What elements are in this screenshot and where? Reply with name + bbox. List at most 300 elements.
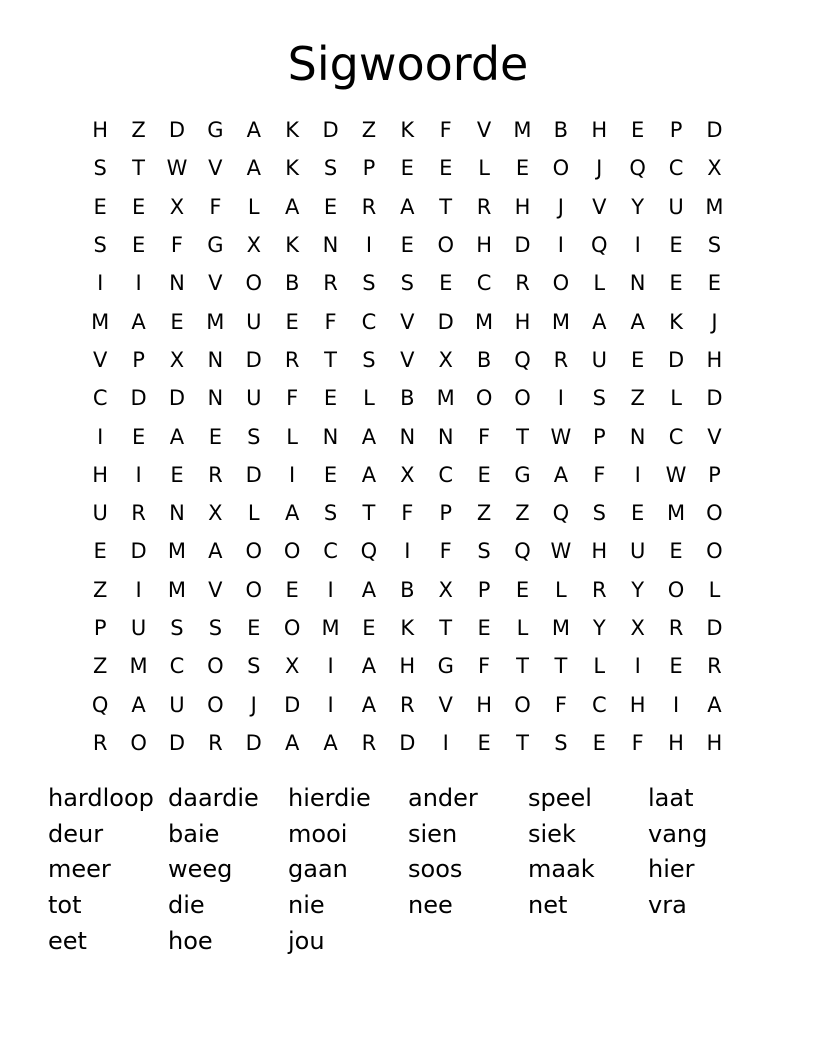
grid-cell: O xyxy=(245,271,263,296)
grid-cell: I xyxy=(557,386,564,411)
grid-cell: X xyxy=(246,233,261,258)
grid-cell: R xyxy=(361,730,377,755)
grid-cell: Y xyxy=(631,194,645,219)
grid-cell: I xyxy=(327,577,334,602)
grid-cell: E xyxy=(208,424,222,449)
grid-cell: M xyxy=(129,654,148,679)
grid-cell: E xyxy=(515,577,530,602)
grid-cell: R xyxy=(707,654,722,679)
grid-cell: E xyxy=(477,616,491,640)
grid-cell: S xyxy=(362,347,376,372)
grid-row xyxy=(81,417,735,455)
grid-row xyxy=(81,494,735,532)
grid-cell: J xyxy=(596,156,603,181)
word-list-item: soos xyxy=(408,855,463,884)
grid-cell: M xyxy=(705,194,724,219)
grid-cell: D xyxy=(168,118,186,143)
grid-cell: O xyxy=(437,233,454,258)
grid-cell: A xyxy=(400,194,415,219)
grid-cell: V xyxy=(707,424,722,449)
word-list-item: laat xyxy=(648,784,694,812)
grid-cell: X xyxy=(169,194,185,219)
grid-cell: D xyxy=(168,730,186,755)
grid-cell: N xyxy=(169,271,185,296)
grid-cell: B xyxy=(400,386,415,411)
grid-cell: T xyxy=(516,424,529,449)
grid-cell: S xyxy=(247,424,261,449)
grid-cell: H xyxy=(92,118,109,143)
grid-cell: P xyxy=(439,501,453,526)
grid-cell: I xyxy=(135,271,142,296)
grid-cell: R xyxy=(400,692,415,717)
grid-cell: T xyxy=(554,654,568,679)
grid-cell: P xyxy=(93,616,107,640)
grid-cell: O xyxy=(667,577,685,602)
grid-cell: E xyxy=(323,386,338,411)
grid-cell: F xyxy=(478,654,491,679)
grid-cell: M xyxy=(551,616,570,640)
grid-cell: Q xyxy=(629,156,646,181)
grid-cell: S xyxy=(592,501,606,526)
word-list-item: hoe xyxy=(168,926,213,955)
grid-cell: Z xyxy=(131,118,146,143)
word-list-item: ander xyxy=(408,784,478,812)
grid-cell: M xyxy=(513,118,532,143)
grid-cell: S xyxy=(592,386,606,411)
grid-cell: L xyxy=(363,386,375,411)
grid-cell: A xyxy=(323,730,338,755)
grid-cell: X xyxy=(208,501,223,526)
grid-cell: Q xyxy=(591,233,608,258)
grid-cell: I xyxy=(289,462,296,487)
word-list-item: jou xyxy=(288,926,325,955)
word-list-item: gaan xyxy=(288,855,348,884)
grid-cell: H xyxy=(591,539,608,564)
grid-cell: I xyxy=(442,730,449,755)
grid-cell: Q xyxy=(552,501,570,526)
grid-cell: O xyxy=(552,271,570,296)
grid-cell: B xyxy=(284,271,300,296)
grid-row xyxy=(81,609,735,647)
grid-cell: P xyxy=(132,347,145,372)
grid-cell: V xyxy=(476,118,492,143)
grid-cell: N xyxy=(629,424,646,449)
grid-cell: D xyxy=(130,539,147,564)
grid-cell: C xyxy=(476,271,492,296)
grid-cell: P xyxy=(592,424,606,449)
grid-cell: L xyxy=(555,577,567,602)
grid-cell: E xyxy=(400,233,414,258)
grid-cell: S xyxy=(93,233,107,258)
grid-cell: H xyxy=(476,692,492,717)
grid-cell: I xyxy=(634,654,641,679)
grid-cell: E xyxy=(439,156,453,181)
grid-cell: D xyxy=(284,692,301,717)
grid-cell: H xyxy=(92,462,109,487)
grid-cell: E xyxy=(631,347,645,372)
grid-row xyxy=(81,724,735,762)
word-list-item: die xyxy=(168,891,205,920)
grid-cell: A xyxy=(707,692,722,717)
grid-cell: W xyxy=(665,462,687,487)
grid-cell: S xyxy=(323,501,338,526)
grid-cell: D xyxy=(437,309,454,334)
grid-cell: E xyxy=(93,194,107,219)
grid-cell: Z xyxy=(630,386,645,411)
grid-cell: P xyxy=(477,577,491,602)
grid-cell: I xyxy=(135,462,142,487)
grid-cell: R xyxy=(323,271,338,296)
grid-cell: X xyxy=(438,577,453,602)
word-list-item: vang xyxy=(648,819,708,848)
grid-cell: S xyxy=(247,654,261,679)
grid-cell: E xyxy=(707,271,722,296)
grid-cell: L xyxy=(478,156,490,181)
word-list-item: speel xyxy=(528,784,592,812)
grid-cell: O xyxy=(283,539,301,564)
grid-cell: I xyxy=(634,462,641,487)
grid-row xyxy=(81,188,735,226)
grid-cell: A xyxy=(131,692,146,717)
grid-cell: M xyxy=(475,309,494,334)
grid-cell: G xyxy=(437,654,454,679)
word-list-item: nee xyxy=(408,891,453,920)
grid-cell: J xyxy=(250,692,257,717)
grid-cell: E xyxy=(669,654,683,679)
grid-cell: X xyxy=(707,156,722,181)
grid-cell: E xyxy=(323,462,338,487)
grid-cell: F xyxy=(324,309,337,334)
grid-cell: S xyxy=(400,271,414,296)
grid-cell: A xyxy=(131,309,146,334)
word-list-item: weeg xyxy=(168,855,233,884)
grid-cell: H xyxy=(668,730,684,755)
word-list-item: deur xyxy=(48,819,104,848)
grid-cell: T xyxy=(362,501,376,526)
grid-cell: F xyxy=(209,194,222,219)
grid-row xyxy=(81,149,735,187)
grid-cell: W xyxy=(550,539,572,564)
grid-cell: R xyxy=(131,501,146,526)
grid-cell: E xyxy=(669,539,683,564)
grid-cell: K xyxy=(285,118,300,143)
word-list-item: hier xyxy=(648,855,695,884)
grid-cell: V xyxy=(400,347,415,372)
grid-cell: E xyxy=(323,194,338,219)
grid-cell: A xyxy=(553,462,569,487)
grid-cell: T xyxy=(439,616,453,640)
grid-cell: K xyxy=(400,118,415,143)
grid-cell: B xyxy=(553,118,569,143)
grid-cell: A xyxy=(630,309,645,334)
grid-cell: E xyxy=(285,309,299,334)
grid-cell: A xyxy=(361,692,377,717)
grid-cell: S xyxy=(170,616,184,640)
grid-cell: O xyxy=(283,616,301,640)
grid-cell: U xyxy=(246,386,262,411)
grid-cell: Q xyxy=(514,347,531,372)
grid-cell: R xyxy=(591,577,607,602)
grid-cell: A xyxy=(208,539,223,564)
grid-row xyxy=(81,341,735,379)
grid-cell: E xyxy=(131,233,146,258)
grid-cell: M xyxy=(206,309,225,334)
word-list-item: hierdie xyxy=(288,784,371,812)
grid-cell: D xyxy=(245,730,262,755)
grid-cell: X xyxy=(169,347,185,372)
grid-cell: S xyxy=(323,156,338,181)
grid-row xyxy=(81,226,735,264)
grid-cell: L xyxy=(286,424,298,449)
grid-cell: D xyxy=(706,386,723,411)
grid-cell: E xyxy=(247,616,261,640)
grid-cell: E xyxy=(131,194,146,219)
grid-cell: U xyxy=(246,309,262,334)
grid-cell: F xyxy=(593,462,606,487)
grid-cell: Z xyxy=(476,501,492,526)
grid-cell: H xyxy=(629,692,646,717)
word-list-item: siek xyxy=(528,819,576,848)
grid-cell: E xyxy=(131,424,146,449)
grid-cell: G xyxy=(514,462,531,487)
word-list-item: nie xyxy=(288,891,325,920)
grid-cell: E xyxy=(93,539,107,564)
grid-cell: I xyxy=(135,577,142,602)
grid-cell: E xyxy=(170,462,184,487)
grid-cell: E xyxy=(631,118,645,143)
grid-cell: I xyxy=(327,692,334,717)
grid-cell: M xyxy=(436,386,455,411)
grid-cell: L xyxy=(708,577,721,602)
grid-cell: I xyxy=(97,271,104,296)
grid-cell: K xyxy=(400,616,415,640)
grid-cell: B xyxy=(476,347,492,372)
grid-cell: P xyxy=(362,156,376,181)
grid-cell: F xyxy=(554,692,567,717)
grid-cell: E xyxy=(285,577,299,602)
grid-cell: E xyxy=(631,501,645,526)
grid-cell: U xyxy=(668,194,684,219)
word-list xyxy=(48,781,768,959)
grid-cell: J xyxy=(557,194,564,219)
grid-cell: O xyxy=(514,692,531,717)
grid-cell: V xyxy=(208,577,223,602)
grid-cell: K xyxy=(285,156,300,181)
grid-cell: X xyxy=(284,654,300,679)
grid-cell: H xyxy=(514,194,531,219)
grid-cell: N xyxy=(437,424,454,449)
grid-cell: S xyxy=(477,539,491,564)
grid-cell: K xyxy=(285,233,300,258)
word-list-item: hardloop xyxy=(48,784,154,812)
grid-cell: D xyxy=(130,386,147,411)
word-list-item: baie xyxy=(168,819,220,848)
grid-cell: I xyxy=(327,654,334,679)
word-list-item: tot xyxy=(48,891,82,920)
grid-cell: C xyxy=(361,309,377,334)
grid-cell: U xyxy=(169,692,185,717)
grid-cell: E xyxy=(477,730,491,755)
grid-cell: J xyxy=(711,309,718,334)
grid-cell: R xyxy=(361,194,377,219)
grid-cell: Y xyxy=(592,616,606,640)
grid-cell: X xyxy=(630,616,645,640)
grid-cell: H xyxy=(706,730,723,755)
grid-cell: R xyxy=(515,271,530,296)
grid-cell: T xyxy=(516,730,529,755)
grid-cell: K xyxy=(669,309,683,334)
grid-cell: V xyxy=(208,156,223,181)
grid-cell: R xyxy=(208,462,223,487)
grid-cell: L xyxy=(593,654,606,679)
grid-cell: N xyxy=(207,347,224,372)
grid-cell: S xyxy=(554,730,568,755)
grid-cell: Z xyxy=(93,577,108,602)
grid-cell: I xyxy=(404,539,411,564)
grid-cell: N xyxy=(322,424,339,449)
grid-cell: W xyxy=(550,424,572,449)
grid-cell: F xyxy=(170,233,184,258)
grid-cell: V xyxy=(400,309,415,334)
grid-cell: H xyxy=(476,233,492,258)
grid-cell: C xyxy=(668,156,684,181)
grid-cell: N xyxy=(169,501,185,526)
grid-cell: H xyxy=(514,309,531,334)
grid-cell: D xyxy=(706,118,723,143)
grid-cell: N xyxy=(207,386,224,411)
grid-cell: O xyxy=(245,577,263,602)
grid-cell: T xyxy=(132,156,145,181)
grid-cell: D xyxy=(245,462,262,487)
grid-cell: O xyxy=(706,539,723,564)
grid-cell: F xyxy=(439,539,452,564)
grid-cell: U xyxy=(629,539,646,564)
grid-cell: L xyxy=(516,616,529,640)
grid-cell: V xyxy=(208,271,223,296)
grid-cell: X xyxy=(438,347,453,372)
grid-cell: D xyxy=(245,347,262,372)
grid-cell: T xyxy=(439,194,453,219)
letter-grid xyxy=(81,111,735,762)
grid-cell: G xyxy=(207,233,224,258)
grid-cell: X xyxy=(400,462,415,487)
grid-cell: F xyxy=(478,424,491,449)
grid-cell: D xyxy=(706,616,723,640)
grid-cell: I xyxy=(634,233,641,258)
grid-cell: S xyxy=(362,271,376,296)
grid-cell: M xyxy=(91,309,110,334)
word-list-item: net xyxy=(528,891,568,920)
grid-cell: Z xyxy=(515,501,530,526)
word-list-item: maak xyxy=(528,855,595,884)
grid-cell: A xyxy=(246,118,261,143)
grid-cell: Q xyxy=(91,692,109,717)
grid-cell: I xyxy=(365,233,373,258)
grid-cell: H xyxy=(706,347,723,372)
grid-cell: A xyxy=(246,156,261,181)
grid-cell: I xyxy=(97,424,104,449)
word-list-item: vra xyxy=(648,891,687,920)
grid-cell: V xyxy=(592,194,607,219)
grid-cell: E xyxy=(669,271,683,296)
page-title: Sigwoorde xyxy=(287,37,529,91)
grid-cell: F xyxy=(631,730,644,755)
word-list-item: eet xyxy=(48,926,87,955)
grid-cell: C xyxy=(591,692,607,717)
grid-row xyxy=(81,571,735,609)
grid-cell: M xyxy=(666,501,686,526)
grid-cell: G xyxy=(207,118,224,143)
grid-cell: H xyxy=(399,654,416,679)
word-list-item: mooi xyxy=(288,819,348,848)
grid-cell: V xyxy=(93,347,108,372)
grid-cell: C xyxy=(438,462,454,487)
grid-cell: U xyxy=(591,347,607,372)
grid-cell: W xyxy=(166,156,188,181)
word-list-item: sien xyxy=(408,819,458,848)
grid-cell: E xyxy=(477,462,491,487)
grid-cell: S xyxy=(707,233,722,258)
grid-cell: Y xyxy=(631,577,645,602)
grid-cell: E xyxy=(592,730,606,755)
grid-cell: L xyxy=(670,386,682,411)
grid-cell: T xyxy=(516,654,529,679)
grid-cell: Q xyxy=(360,539,378,564)
grid-cell: T xyxy=(324,347,337,372)
grid-cell: M xyxy=(321,616,340,640)
grid-cell: F xyxy=(401,501,414,526)
grid-row xyxy=(81,647,735,685)
grid-cell: D xyxy=(667,347,685,372)
grid-cell: I xyxy=(672,692,680,717)
grid-cell: L xyxy=(593,271,606,296)
grid-cell: M xyxy=(167,539,187,564)
grid-cell: O xyxy=(475,386,493,411)
grid-cell: S xyxy=(208,616,223,640)
grid-cell: L xyxy=(247,194,260,219)
grid-cell: E xyxy=(362,616,376,640)
grid-row xyxy=(81,111,735,149)
grid-cell: N xyxy=(322,233,339,258)
grid-cell: F xyxy=(439,118,452,143)
grid-cell: A xyxy=(284,730,300,755)
grid-cell: N xyxy=(629,271,646,296)
grid-cell: A xyxy=(284,501,300,526)
word-list-item: daardie xyxy=(168,784,259,812)
grid-cell: A xyxy=(169,424,185,449)
grid-cell: B xyxy=(400,577,415,602)
grid-cell: O xyxy=(552,156,570,181)
grid-cell: F xyxy=(286,386,299,411)
word-list-item: meer xyxy=(48,855,111,884)
grid-cell: E xyxy=(400,156,414,181)
grid-cell: L xyxy=(247,501,260,526)
grid-cell: A xyxy=(592,309,607,334)
grid-cell: Q xyxy=(514,539,531,564)
grid-row xyxy=(81,456,735,494)
grid-cell: U xyxy=(130,616,147,640)
grid-cell: N xyxy=(399,424,416,449)
grid-cell: R xyxy=(284,347,300,372)
grid-cell: A xyxy=(361,424,377,449)
grid-cell: O xyxy=(207,654,224,679)
grid-cell: A xyxy=(284,194,300,219)
grid-cell: Z xyxy=(361,118,377,143)
grid-row xyxy=(81,685,735,723)
grid-cell: I xyxy=(557,233,564,258)
grid-cell: E xyxy=(669,233,683,258)
grid-cell: Z xyxy=(93,654,108,679)
